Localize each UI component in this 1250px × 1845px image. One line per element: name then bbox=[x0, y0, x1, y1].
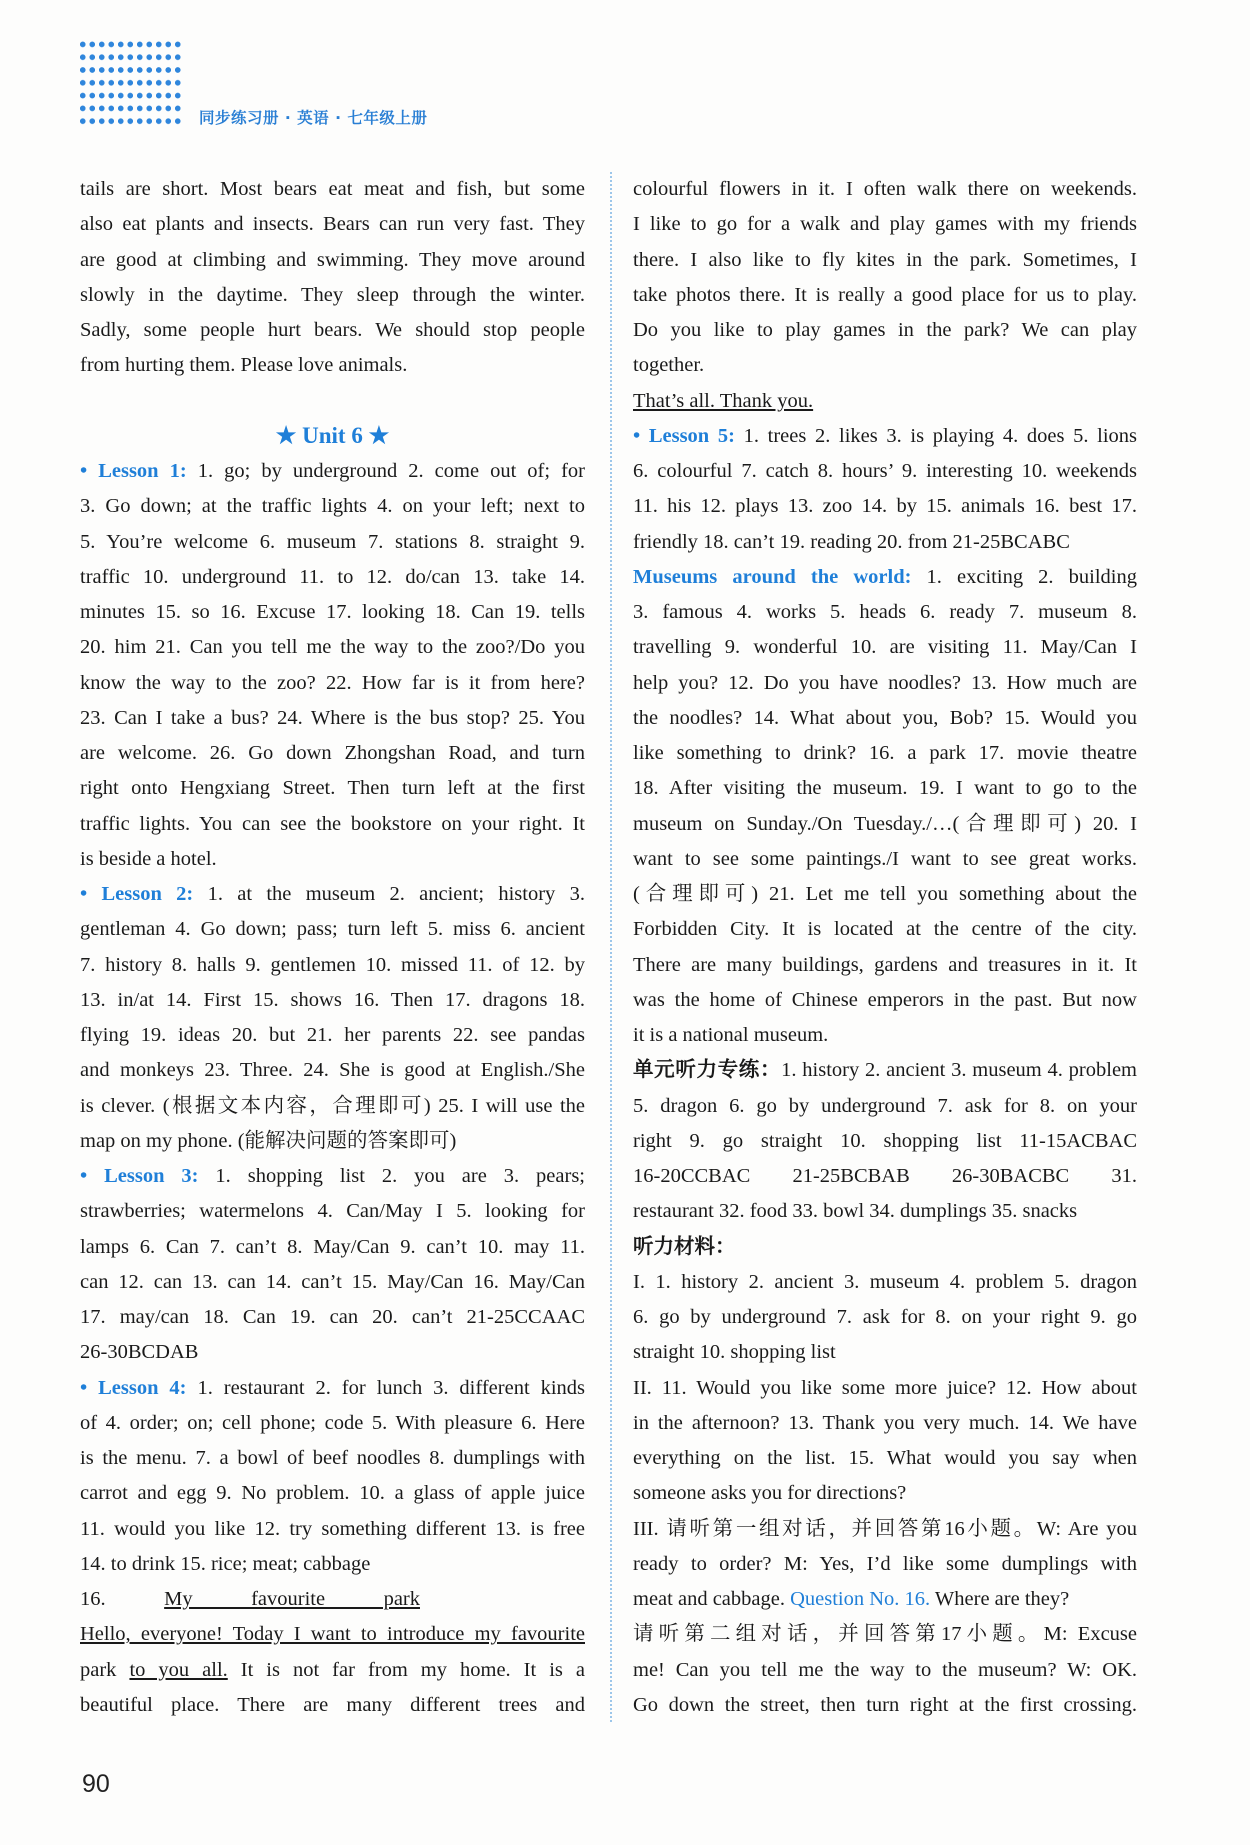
text-line bbox=[80, 1549, 585, 1579]
text-segment: There are many buildings, gardens and treasures in it. It bbox=[633, 953, 1137, 976]
text-line bbox=[633, 491, 1137, 521]
text-segment: flying 19. ideas 20. but 21. her parents 22. see pandas bbox=[80, 1024, 585, 1046]
text-line bbox=[633, 1478, 1137, 1508]
text-line bbox=[633, 1267, 1137, 1297]
text-segment: 1. go; by underground 2. come out of; for bbox=[197, 460, 586, 482]
text-segment: everything on the list. 15. What would you say when bbox=[633, 1447, 1137, 1469]
text-line bbox=[80, 1161, 585, 1191]
text-segment: it is a national museum. bbox=[633, 1024, 829, 1046]
text-line bbox=[80, 985, 585, 1015]
text-segment: museum on Sunday./On Tuesday./…(合理即可) 20. I bbox=[633, 812, 1137, 835]
text-segment: also eat plants and insects. Bears can run very fast. They bbox=[80, 213, 585, 236]
text-line bbox=[633, 1514, 1137, 1544]
text-segment: Go down the street, then turn right at the first crossing. bbox=[633, 1693, 1137, 1716]
text-segment: 11. would you like 12. try something different 13. is free bbox=[80, 1517, 585, 1540]
section-label: • Lesson 1: bbox=[80, 460, 198, 482]
text-segment: can 12. can 13. can 14. can’t 15. May/Can 16. May/Can bbox=[80, 1270, 585, 1293]
text-line bbox=[80, 1478, 585, 1508]
text-segment: Sadly, some people hurt bears. We should stop people bbox=[80, 319, 585, 341]
text-line bbox=[633, 738, 1137, 768]
text-line bbox=[80, 1232, 585, 1262]
text-line bbox=[80, 527, 585, 557]
text-line bbox=[633, 1196, 1137, 1226]
page-number: 90 bbox=[82, 1770, 110, 1798]
text-line bbox=[80, 209, 585, 239]
text-line bbox=[80, 1655, 585, 1685]
text-line bbox=[80, 491, 585, 521]
text-segment: That’s all. Thank you. bbox=[633, 389, 814, 412]
text-segment: It is not far from my home. It is a bbox=[227, 1658, 585, 1681]
text-segment: straight 10. shopping list bbox=[633, 1341, 836, 1364]
text-segment: is the menu. 7. a bowl of beef noodles 8. dumplings with bbox=[80, 1447, 585, 1469]
text-line bbox=[633, 703, 1137, 733]
text-segment: 听力材料： bbox=[633, 1235, 736, 1258]
text-segment: I like to go for a walk and play games with my friends bbox=[633, 213, 1137, 236]
text-segment: 16. bbox=[80, 1588, 165, 1610]
text-line bbox=[633, 209, 1137, 239]
text-line bbox=[633, 1690, 1137, 1720]
text-segment: 6. go by underground 7. ask for 8. on your right 9. go bbox=[633, 1306, 1137, 1328]
text-line bbox=[633, 1655, 1137, 1685]
text-segment: travelling 9. wonderful 10. are visiting 11. May/Can I bbox=[633, 636, 1137, 659]
text-line bbox=[633, 280, 1137, 310]
text-line bbox=[633, 1091, 1137, 1121]
text-segment: (合理即可) 21. Let me tell you something about the bbox=[633, 883, 1137, 905]
text-segment: Hello, everyone! Today I want to introduce my favourite bbox=[80, 1623, 585, 1646]
text-segment: friendly 18. can’t 19. reading 20. from 21-25BCABC bbox=[633, 530, 1070, 553]
running-header: 同步练习册 · 英语 · 七年级上册 bbox=[199, 109, 428, 127]
text-segment: slowly in the daytime. They sleep through the winter. bbox=[80, 283, 585, 306]
text-line bbox=[80, 668, 585, 698]
text-line bbox=[633, 1126, 1137, 1156]
text-segment: I. 1. history 2. ancient 3. museum 4. problem 5. dragon bbox=[633, 1270, 1137, 1293]
text-segment: 1. restaurant 2. for lunch 3. different kinds bbox=[197, 1376, 585, 1399]
text-line bbox=[633, 174, 1137, 204]
text-segment: traffic 10. underground 11. to 12. do/can 13. take 14. bbox=[80, 565, 585, 588]
text-segment: right onto Hengxiang Street. Then turn left at the first bbox=[80, 777, 585, 800]
text-line bbox=[633, 527, 1137, 557]
text-line bbox=[80, 1373, 585, 1403]
text-line bbox=[633, 1584, 1137, 1614]
text-segment: me! Can you tell me the way to the museum? W: OK. bbox=[633, 1658, 1137, 1681]
text-line bbox=[633, 632, 1137, 662]
text-line bbox=[633, 350, 1137, 380]
text-line bbox=[80, 1302, 585, 1332]
text-segment: 11. his 12. plays 13. zoo 14. by 15. animals 16. best 17. bbox=[633, 495, 1137, 518]
text-segment: colourful flowers in it. I often walk there on weekends. bbox=[633, 178, 1137, 200]
text-line bbox=[80, 1619, 585, 1649]
section-label: Museums around the world: bbox=[633, 565, 927, 588]
text-segment: help you? 12. Do you have noodles? 13. How much are bbox=[633, 671, 1137, 694]
text-line bbox=[80, 844, 585, 874]
text-segment: take photos there. It is really a good place for us to play. bbox=[633, 283, 1137, 306]
text-line bbox=[80, 1584, 585, 1614]
text-segment: to you all. bbox=[129, 1658, 228, 1681]
text-segment: 1. exciting 2. building bbox=[926, 565, 1137, 588]
text-segment: minutes 15. so 16. Excuse 17. looking 18. Can 19. tells bbox=[80, 601, 585, 623]
text-line bbox=[80, 1408, 585, 1438]
text-line bbox=[80, 562, 585, 592]
text-line bbox=[633, 315, 1137, 345]
text-segment: 1. shopping list 2. you are 3. pears; bbox=[215, 1165, 585, 1187]
text-line bbox=[633, 1443, 1137, 1473]
text-line bbox=[633, 562, 1137, 592]
text-segment: and monkeys 23. Three. 24. She is good at English./She bbox=[80, 1059, 585, 1082]
text-line bbox=[633, 1055, 1137, 1085]
text-segment: there. I also like to fly kites in the park. Sometimes, I bbox=[633, 248, 1137, 271]
text-segment: 单元听力专练： bbox=[633, 1059, 782, 1082]
text-line bbox=[633, 914, 1137, 944]
text-line bbox=[80, 632, 585, 662]
text-segment: is beside a hotel. bbox=[80, 847, 217, 870]
text-segment: are welcome. 26. Go down Zhongshan Road, and turn bbox=[80, 742, 585, 764]
text-line bbox=[80, 1196, 585, 1226]
text-segment: 16-20CCBAC 21-25BCBAB 26-30BACBC 31. bbox=[633, 1165, 1137, 1187]
text-segment: 6. colourful 7. catch 8. hours’ 9. interesting 10. weekends bbox=[633, 460, 1137, 482]
text-segment: is clever. (根据文本内容，合理即可) 25. I will use the bbox=[80, 1094, 585, 1117]
text-segment: II. 11. Would you like some more juice? 12. How about bbox=[633, 1376, 1137, 1399]
text-segment: ★ Unit 6 ★ bbox=[275, 422, 390, 448]
column-divider bbox=[610, 172, 612, 1722]
text-line bbox=[633, 844, 1137, 874]
text-segment: of 4. order; on; cell phone; code 5. With pleasure 6. Here bbox=[80, 1411, 585, 1434]
text-line bbox=[80, 456, 585, 486]
text-line bbox=[80, 174, 585, 204]
text-segment: 23. Can I take a bus? 24. Where is the bus stop? 25. You bbox=[80, 706, 585, 729]
text-segment: lamps 6. Can 7. can’t 8. May/Can 9. can’t 10. may 11. bbox=[80, 1235, 585, 1258]
text-line bbox=[80, 315, 585, 345]
text-line bbox=[633, 1373, 1137, 1403]
text-segment: Forbidden City. It is located at the centre of the city. bbox=[633, 918, 1137, 941]
text-segment: right 9. go straight 10. shopping list 11-15ACBAC bbox=[633, 1129, 1137, 1152]
text-line bbox=[633, 879, 1137, 909]
text-line bbox=[633, 950, 1137, 980]
text-line bbox=[80, 738, 585, 768]
text-line bbox=[80, 1514, 585, 1544]
text-line bbox=[633, 597, 1137, 627]
text-line bbox=[633, 421, 1137, 451]
text-line bbox=[633, 1232, 1137, 1262]
text-segment: 7. history 8. halls 9. gentlemen 10. missed 11. of 12. by bbox=[80, 953, 585, 976]
text-line bbox=[80, 245, 585, 275]
text-segment: together. bbox=[633, 354, 705, 377]
section-label: • Lesson 4: bbox=[80, 1376, 198, 1399]
text-line bbox=[80, 879, 585, 909]
text-line bbox=[633, 1337, 1137, 1367]
text-line bbox=[80, 280, 585, 310]
text-segment: map on my phone. (能解决问题的答案即可) bbox=[80, 1129, 457, 1152]
text-line bbox=[80, 1091, 585, 1121]
text-line bbox=[80, 809, 585, 839]
text-line bbox=[633, 1549, 1137, 1579]
text-line bbox=[633, 985, 1137, 1015]
text-segment: 3. famous 4. works 5. heads 6. ready 7. museum 8. bbox=[633, 601, 1137, 623]
text-segment: 5. dragon 6. go by underground 7. ask for 8. on your bbox=[633, 1094, 1137, 1117]
text-segment: ready to order? M: Yes, I’d like some dumplings with bbox=[633, 1552, 1137, 1575]
text-line bbox=[633, 1161, 1137, 1191]
section-label: • Lesson 2: bbox=[80, 883, 208, 905]
text-segment: park bbox=[80, 1658, 130, 1681]
text-segment: 3. Go down; at the traffic lights 4. on your left; next to bbox=[80, 495, 585, 518]
text-segment: from hurting them. Please love animals. bbox=[80, 354, 408, 377]
text-segment: gentleman 4. Go down; pass; turn left 5. miss 6. ancient bbox=[80, 918, 585, 941]
text-segment: Do you like to play games in the park? We can play bbox=[633, 319, 1137, 341]
text-line bbox=[633, 1302, 1137, 1332]
text-segment: 1. history 2. ancient 3. museum 4. problem bbox=[781, 1059, 1138, 1082]
text-segment: 18. After visiting the museum. 19. I want to go to the bbox=[633, 777, 1137, 800]
text-line bbox=[633, 456, 1137, 486]
text-line bbox=[633, 1619, 1137, 1649]
text-line bbox=[80, 703, 585, 733]
text-segment: carrot and egg 9. No problem. 10. a glass of apple juice bbox=[80, 1482, 585, 1505]
text-segment: restaurant 32. food 33. bowl 34. dumplings 35. snacks bbox=[633, 1200, 1078, 1223]
text-segment: strawberries; watermelons 4. Can/May I 5. looking for bbox=[80, 1200, 585, 1223]
text-segment: the noodles? 14. What about you, Bob? 15. Would you bbox=[633, 706, 1137, 729]
text-line bbox=[633, 1020, 1137, 1050]
text-line bbox=[80, 950, 585, 980]
text-segment: beautiful place. There are many different trees and bbox=[80, 1693, 585, 1716]
text-line bbox=[80, 1055, 585, 1085]
text-segment: want to see some paintings./I want to see great works. bbox=[633, 847, 1137, 870]
text-line bbox=[80, 1690, 585, 1720]
text-segment: someone asks you for directions? bbox=[633, 1482, 907, 1505]
text-segment: 17. may/can 18. Can 19. can 20. can’t 21-25CCAAC bbox=[80, 1306, 585, 1328]
text-line bbox=[80, 421, 585, 451]
text-segment: 请听第二组对话，并回答第17小题。M: Excuse bbox=[633, 1623, 1137, 1646]
text-line bbox=[80, 1337, 585, 1367]
text-line bbox=[80, 1267, 585, 1297]
text-line bbox=[633, 668, 1137, 698]
text-line bbox=[633, 773, 1137, 803]
text-segment: in the afternoon? 13. Thank you very much. 14. We have bbox=[633, 1411, 1137, 1434]
section-label: • Lesson 5: bbox=[633, 424, 744, 447]
text-line bbox=[80, 773, 585, 803]
text-segment: 1. trees 2. likes 3. is playing 4. does 5. lions bbox=[743, 424, 1137, 447]
text-segment: like something to drink? 16. a park 17. movie theatre bbox=[633, 742, 1137, 764]
text-segment: 26-30BCDAB bbox=[80, 1341, 199, 1364]
text-segment: 5. You’re welcome 6. museum 7. stations 8. straight 9. bbox=[80, 530, 585, 553]
text-line bbox=[80, 1443, 585, 1473]
text-line bbox=[80, 386, 585, 416]
text-line bbox=[633, 245, 1137, 275]
text-segment: 1. at the museum 2. ancient; history 3. bbox=[207, 883, 585, 905]
text-segment: know the way to the zoo? 22. How far is it from here? bbox=[80, 671, 585, 694]
text-line bbox=[633, 809, 1137, 839]
text-segment: Where are they? bbox=[930, 1588, 1070, 1610]
text-line bbox=[633, 1408, 1137, 1438]
text-segment: traffic lights. You can see the bookstore on your right. It bbox=[80, 812, 585, 835]
text-segment: My favourite park bbox=[164, 1588, 420, 1610]
text-line bbox=[80, 350, 585, 380]
section-label: • Lesson 3: bbox=[80, 1165, 216, 1187]
text-line bbox=[80, 1020, 585, 1050]
text-segment: 20. him 21. Can you tell me the way to the zoo?/Do you bbox=[80, 636, 585, 659]
text-segment: tails are short. Most bears eat meat and fish, but some bbox=[80, 178, 585, 200]
text-line bbox=[633, 386, 1137, 416]
text-line bbox=[80, 1126, 585, 1156]
text-line bbox=[80, 914, 585, 944]
text-segment: are good at climbing and swimming. They move around bbox=[80, 248, 585, 271]
text-segment: III. 请听第一组对话，并回答第16小题。W: Are you bbox=[633, 1517, 1137, 1540]
header-dot-pattern bbox=[78, 38, 182, 128]
question-label: Question No. 16. bbox=[790, 1588, 931, 1610]
text-segment: meat and cabbage. bbox=[633, 1588, 791, 1610]
text-segment: 14. to drink 15. rice; meat; cabbage bbox=[80, 1552, 371, 1575]
text-line bbox=[80, 597, 585, 627]
text-segment: was the home of Chinese emperors in the past. But now bbox=[633, 988, 1137, 1011]
text-segment: 13. in/at 14. First 15. shows 16. Then 17. dragons 18. bbox=[80, 988, 585, 1011]
